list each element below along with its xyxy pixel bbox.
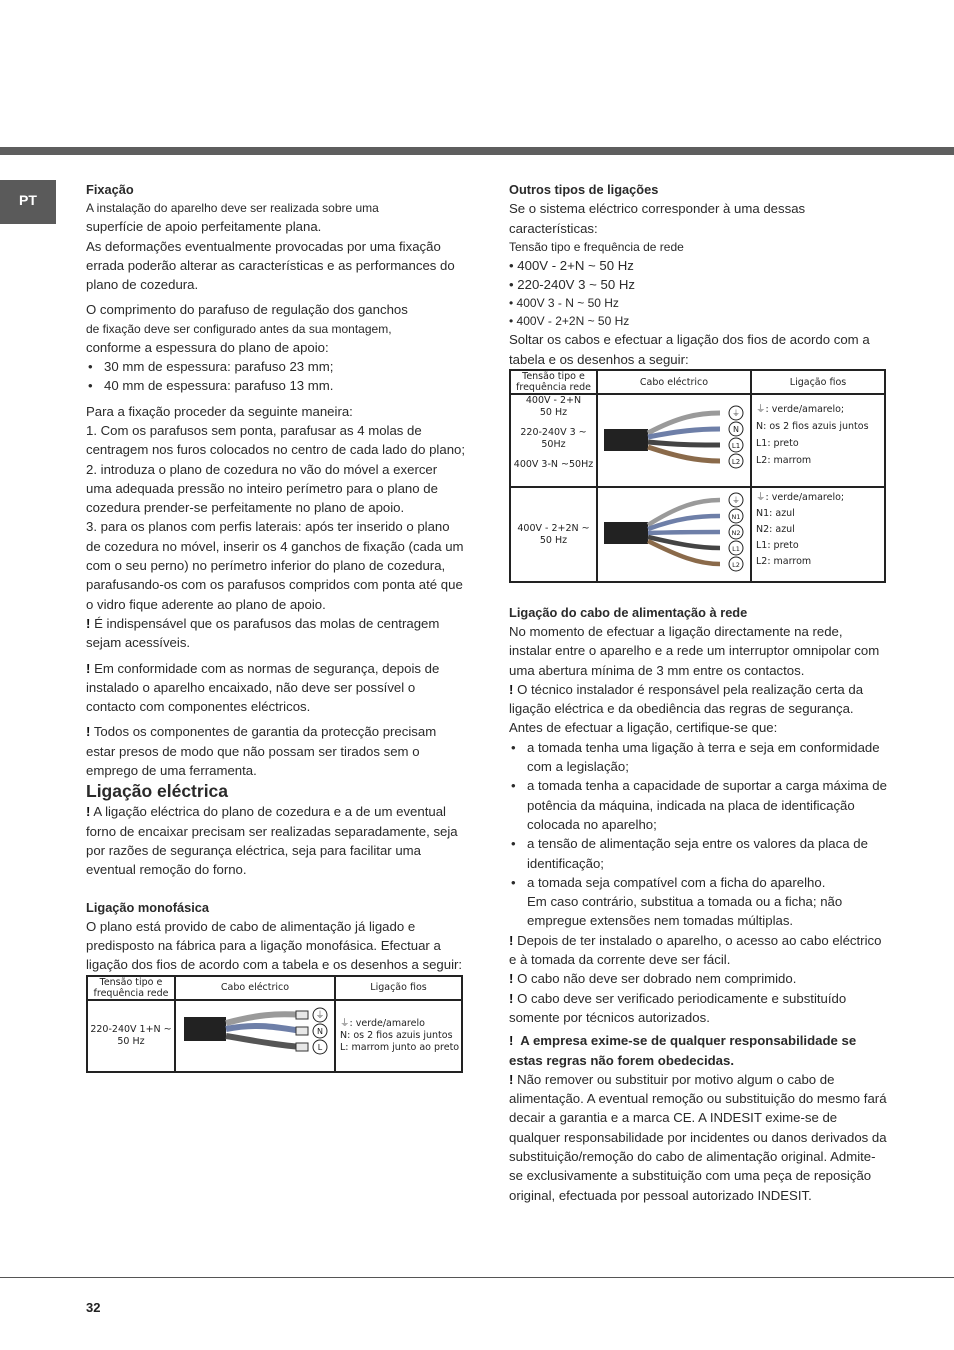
paragraph: de fixação deve ser configurado antes da sua montagem, xyxy=(86,321,392,336)
cable-drawing xyxy=(175,1000,335,1072)
warning: ! Todos os componentes de garantia da protecção precisam estar presos de modo que não possam ser tirados sem o emprego de uma ferramenta. xyxy=(86,724,437,779)
list-item: • 400V 3 - N ~ 50 Hz xyxy=(509,294,887,312)
list-item: • 400V - 2+N ~ 50 Hz xyxy=(509,256,887,275)
right-column xyxy=(509,180,887,1205)
paragraph: As deformações eventualmente provocadas por uma fixação errada poderão alterar as características e as performances do plano de cozedura. xyxy=(86,238,455,293)
cable-drawing xyxy=(597,394,751,487)
list-item: • 30 mm de espessura: parafuso 23 mm; xyxy=(86,357,466,376)
table-header: Tensão tipo e frequência rede xyxy=(87,976,175,1000)
voltage-cell: 400V - 2+2N ~ 50 Hz xyxy=(510,487,597,581)
warning: ! O cabo não deve ser dobrado nem comprimido. xyxy=(509,971,797,987)
voltage-list xyxy=(509,256,887,331)
warning-icon: ! xyxy=(509,1071,514,1087)
terminal-label: N2 xyxy=(731,529,741,538)
terminal-label: L2 xyxy=(731,458,741,467)
warning-icon: ! xyxy=(86,804,91,820)
paragraph: conforme a espessura do plano de apoio: xyxy=(86,339,329,355)
list-item: • a tomada tenha uma ligação à terra e seja em conformidade com a legislação; xyxy=(509,738,887,777)
wire-label: N2: azul xyxy=(756,524,795,536)
paragraph: No momento de efectuar a ligação directamente na rede, instalar entre o aparelho e a rede um interruptor omnipolar com uma abertura mínima de 3 mm entre os contactos. xyxy=(509,623,880,678)
language-tab: PT xyxy=(0,180,56,224)
warning: ! Em conformidade com as normas de segurança, depois de instalado o aparelho encaixado, não deve ser possível o contacto com componentes eléctricos. xyxy=(86,660,440,715)
warning: ! O cabo deve ser verificado periodicamente e substituído somente por técnicos autorizados. xyxy=(509,990,847,1025)
section-title-fixacao: Fixação xyxy=(86,182,134,197)
list-item: • a tomada seja compatível com a ficha do aparelho. Em caso contrário, substitua a tomada ou a ficha; não empregue extensões nem tomadas múltiplas. xyxy=(509,873,887,931)
terminal-label: L1 xyxy=(731,442,741,451)
warning-icon: ! xyxy=(86,660,91,676)
cable-drawing xyxy=(597,487,751,581)
wiring-table-multi-phase xyxy=(509,369,886,583)
warning-icon: ! xyxy=(509,990,514,1006)
cable-illustration xyxy=(598,488,750,574)
terminal-label: N xyxy=(317,1026,323,1036)
wire-label: N1: azul xyxy=(756,508,795,520)
list-item: • a tensão de alimentação seja entre os valores da placa de identificação; xyxy=(509,834,887,873)
ground-wire-label: ⏚: verde/amarelo; xyxy=(756,404,845,416)
warning: ! A ligação eléctrica do plano de cozedura e a de um eventual forno de encaixar precisam ser realizadas separadamente, seja por razões de segurança eléctrica, seja para facilitar uma eventual remoção do forno. xyxy=(86,804,458,878)
step: 3. para os planos com perfis laterais: após ter inserido o plano de cozedura no móvel, inserir os 4 ganchos de fixação (cada um com o seu perno) no perímetro inferior do plano de cozedura, parafusando-os com os parafusos compridos com ponta até que o vidro fique aderente ao plano de apoio. xyxy=(86,519,464,612)
cable-illustration xyxy=(598,395,750,480)
table-header: Ligação fios xyxy=(335,976,462,1000)
section-heading-ligacao: Ligação eléctrica xyxy=(86,781,229,802)
terminal-label: ⏚ xyxy=(732,496,740,506)
cable-illustration xyxy=(176,1001,334,1065)
warning-icon: ! xyxy=(509,1033,514,1049)
voltage-cell: 220-240V 1+N ~ 50 Hz xyxy=(87,1000,175,1072)
paragraph: A instalação do aparelho deve ser realizada sobre uma xyxy=(86,201,379,216)
wire-label: L2: marrom xyxy=(756,455,812,467)
warning: ! Não remover ou substituir por motivo algum o cabo de alimentação. A eventual remoção ou substituição do mesmo fará decair a garantia e a marca CE. A INDESIT exime-se de qualquer responsabilidade por incidentes ou danos derivados da substituição/remoção do cabo de alimentação original. Admite-se exclusivamente a substituição com uma peça de reposição original, efectuada por pessoal autorizado INDESIT. xyxy=(509,1071,887,1203)
section-title-outros: Outros tipos de ligações xyxy=(509,182,659,197)
warning-icon: ! xyxy=(509,932,514,948)
section-title-monofasica: Ligação monofásica xyxy=(86,899,210,915)
paragraph: superfície de apoio perfeitamente plana. xyxy=(86,219,322,235)
wiring-table-single-phase xyxy=(86,975,463,1073)
terminal-label: ⏚ xyxy=(732,409,740,419)
terminal-label: L1 xyxy=(732,545,740,554)
header-band xyxy=(0,147,954,155)
wire-label: L: marrom junto ao preto xyxy=(340,1041,460,1053)
table-header: Cabo eléctrico xyxy=(597,370,751,394)
ground-wire-label: ⏚: verde/amarelo xyxy=(340,1017,425,1029)
paragraph: Tensão tipo e frequência de rede xyxy=(509,239,684,254)
warning: ! É indispensável que os parafusos das molas de centragem sejam acessíveis. xyxy=(86,615,440,651)
warning: ! Depois de ter instalado o aparelho, o acesso ao cabo eléctrico e à tomada da corrente deve ser fácil. xyxy=(509,932,882,968)
section-title-cabo: Ligação do cabo de alimentação à rede xyxy=(509,604,748,620)
warning: ! O técnico instalador é responsável pela realização certa da ligação eléctrica e da obediência das regras de segurança. xyxy=(509,681,864,717)
paragraph: Se o sistema eléctrico corresponder à uma dessas características: xyxy=(509,201,806,236)
paragraph: Soltar os cabos e efectuar a ligação dos fios de acordo com a tabela e os desenhos a seguir: xyxy=(509,332,870,367)
list-item: • a tomada tenha a capacidade de suportar a carga máxima de potência da máquina, indicada na placa de identificação colocada no aparelho; xyxy=(509,776,887,834)
wires-cell xyxy=(335,1000,462,1072)
wire-label: L1: preto xyxy=(756,540,799,552)
terminal-label: N xyxy=(733,425,739,435)
terminal-label: L xyxy=(317,1042,323,1052)
terminal-label: N1 xyxy=(731,513,741,522)
bullet-list xyxy=(86,357,466,396)
warning-icon: ! xyxy=(86,724,91,740)
paragraph: O comprimento do parafuso de regulação dos ganchos xyxy=(86,302,408,318)
footer-rule xyxy=(0,1277,954,1278)
paragraph: Para a fixação proceder da seguinte maneira: xyxy=(86,403,353,419)
paragraph: Antes de efectuar a ligação, certifique-se que: xyxy=(509,720,778,736)
paragraph: O plano está provido de cabo de alimentação já ligado e predisposto na fábrica para a ligação monofásica. Efectuar a ligação dos fios de acordo com a tabela e os desenhos a seguir: xyxy=(86,918,463,973)
table-header: Tensão tipo e frequência rede xyxy=(510,370,597,394)
list-item: • 400V - 2+2N ~ 50 Hz xyxy=(509,312,887,330)
bullet-list xyxy=(509,738,887,931)
page-number: 32 xyxy=(86,1300,101,1315)
warning-bold: ! A empresa exime-se de qualquer responsabilidade se estas regras não forem obedecidas. xyxy=(509,1033,857,1068)
terminal-label: L2 xyxy=(732,561,740,570)
wires-cell xyxy=(751,487,885,581)
left-column xyxy=(86,180,466,1073)
warning-icon: ! xyxy=(509,971,514,987)
warning-icon: ! xyxy=(86,615,91,631)
wire-label: N: os 2 fios azuis juntos xyxy=(340,1029,453,1041)
wire-label: L1: preto xyxy=(756,438,799,450)
step: 1. Com os parafusos sem ponta, parafusar as 4 molas de centragem nos furos colocados no centro de cada lado do plano; xyxy=(86,422,466,458)
ground-wire-label: ⏚: verde/amarelo; xyxy=(756,492,845,504)
wire-label: L2: marrom xyxy=(756,556,812,568)
wire-label: N: os 2 fios azuis juntos xyxy=(756,421,869,433)
wires-cell xyxy=(751,394,885,487)
list-item: • 40 mm de espessura: parafuso 13 mm. xyxy=(86,376,466,395)
step: 2. introduza o plano de cozedura no vão do móvel a exercer uma adequada pressão no inteiro perímetro para o plano de cozedura prender-se perfeitamente no plano de apoio. xyxy=(86,461,438,516)
table-header: Cabo eléctrico xyxy=(175,976,335,1000)
table-header: Ligação fios xyxy=(751,370,885,394)
list-item: • 220-240V 3 ~ 50 Hz xyxy=(509,275,887,294)
warning-icon: ! xyxy=(509,681,514,697)
voltage-cell: 400V - 2+N 50 Hz 220-240V 3 ~ 50Hz 400V 3-N ~50Hz xyxy=(510,394,597,487)
terminal-label: ⏚ xyxy=(315,1010,325,1021)
